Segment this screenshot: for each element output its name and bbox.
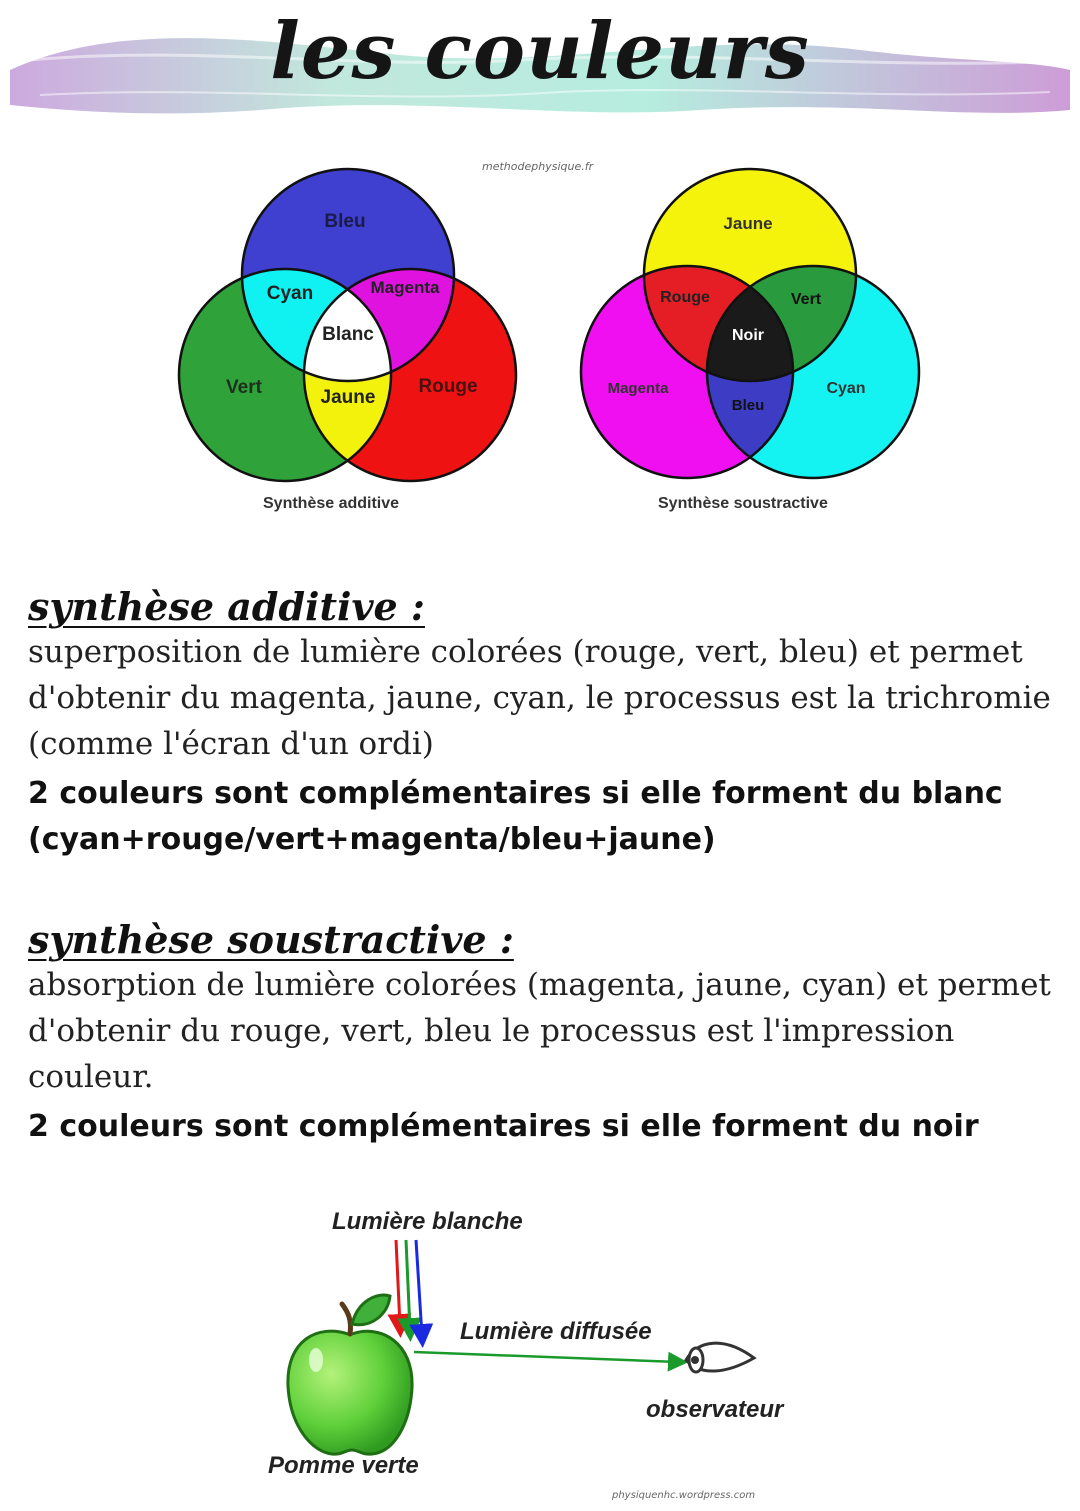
additive-venn-diagram <box>170 150 530 530</box>
page-title: les couleurs <box>270 6 810 97</box>
section-subtractive <box>28 918 1068 1150</box>
apple-light-diagram <box>260 1200 820 1490</box>
additive-label-magenta: Magenta <box>370 278 440 297</box>
diffused-ray <box>414 1352 678 1362</box>
section-additive <box>28 585 1068 863</box>
additive-label-cyan: Cyan <box>266 283 314 304</box>
section-additive-body: superposition de lumière colorées (rouge, vert, bleu) et permet d'obtenir du magenta, jaune, cyan, le processus est la trichromie (comme l'écran d'un ordi) <box>28 634 1051 762</box>
section-additive-heading: synthèse additive : <box>28 584 425 629</box>
additive-label-bleu: Bleu <box>324 211 366 232</box>
title-banner <box>0 0 1080 150</box>
additive-label-rouge: Rouge <box>418 376 478 397</box>
subtractive-label-rouge: Rouge <box>660 289 710 306</box>
green-apple-label: Pomme verte <box>268 1452 419 1479</box>
blue-ray <box>416 1240 422 1336</box>
watermark-top: methodephysique.fr <box>482 160 594 173</box>
subtractive-label-bleu: Bleu <box>731 397 765 414</box>
observer-label: observateur <box>646 1396 784 1423</box>
diffused-light-label: Lumière diffusée <box>460 1318 652 1345</box>
subtractive-label-vert: Vert <box>790 291 822 308</box>
additive-label-blanc: Blanc <box>322 324 374 345</box>
green-apple-icon <box>288 1295 412 1454</box>
subtractive-label-magenta: Magenta <box>607 380 669 397</box>
red-ray <box>396 1240 400 1326</box>
section-subtractive-rule: 2 couleurs sont complémentaires si elle forment du noir <box>28 1109 979 1144</box>
subtractive-label-cyan: Cyan <box>826 380 866 397</box>
green-ray <box>406 1240 410 1330</box>
subtractive-caption: Synthèse soustractive <box>658 495 828 512</box>
section-subtractive-heading: synthèse soustractive : <box>28 917 514 962</box>
white-light-label: Lumière blanche <box>332 1208 523 1235</box>
subtractive-label-jaune: Jaune <box>723 214 773 233</box>
subtractive-label-noir: Noir <box>732 327 764 344</box>
additive-caption: Synthèse additive <box>263 495 400 512</box>
subtractive-venn-diagram <box>575 150 930 530</box>
watermark-bottom: physiquenhc.wordpress.com <box>612 1490 756 1501</box>
additive-label-vert: Vert <box>226 377 262 398</box>
eye-icon <box>686 1343 754 1372</box>
additive-label-jaune: Jaune <box>320 387 376 408</box>
section-subtractive-body: absorption de lumière colorées (magenta, jaune, cyan) et permet d'obtenir du rouge, vert, bleu le processus est l'impression couleur. <box>28 967 1051 1095</box>
section-additive-rule: 2 couleurs sont complémentaires si elle forment du blanc (cyan+rouge/vert+magenta/bleu+jaune) <box>28 776 1003 857</box>
